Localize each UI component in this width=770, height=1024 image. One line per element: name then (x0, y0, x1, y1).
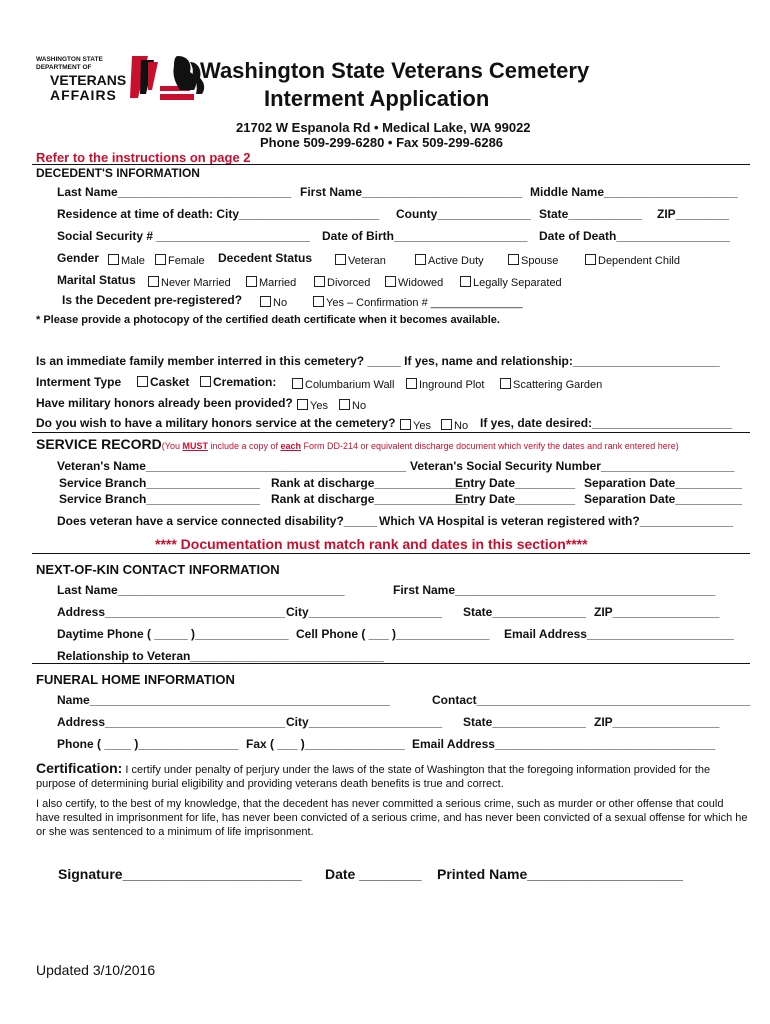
funeral-home-city-field[interactable]: City____________________ (286, 715, 443, 729)
svg-text:WASHINGTON STATE: WASHINGTON STATE (36, 56, 103, 63)
printed-name-field[interactable]: Printed Name____________________ (437, 866, 683, 882)
updated-date: Updated 3/10/2016 (36, 962, 156, 978)
veteran-checkbox[interactable]: Veteran (335, 251, 386, 269)
interment-type-label: Interment Type (36, 375, 122, 389)
inground-plot-checkbox[interactable]: Inground Plot (406, 375, 484, 393)
ssn-field[interactable]: Social Security # _______________________ (57, 229, 310, 243)
honors-service-no-checkbox[interactable]: No (441, 416, 468, 434)
va-hospital-field[interactable]: Which VA Hospital is veteran registered with?______________ (379, 514, 734, 528)
nok-email-field[interactable]: Email Address______________________ (504, 627, 734, 641)
date-of-death-field[interactable]: Date of Death_________________ (539, 229, 730, 243)
svg-text:VETERANS: VETERANS (50, 72, 127, 88)
married-checkbox[interactable]: Married (246, 273, 296, 291)
certification-text-1: I certify under penalty of perjury under the laws of the state of Washington that the foregoing information provided for the purpose of determining burial eligibility and providing veterans death benefits is true and correct. (36, 764, 711, 790)
divider (32, 164, 750, 165)
nok-relationship-field[interactable]: Relationship to Veteran_____________________________ (57, 649, 384, 663)
residence-state-field[interactable]: State___________ (539, 207, 642, 221)
never-married-checkbox[interactable]: Never Married (148, 273, 231, 291)
service-record-note: (You MUST include a copy of each Form DD-214 or equivalent discharge document which verify the dates and rank entered here) (161, 441, 679, 451)
service-branch-field-2[interactable]: Service Branch_________________ (59, 492, 260, 506)
death-certificate-note: * Please provide a photocopy of the certified death certificate when it becomes available. (36, 314, 500, 326)
funeral-home-email-field[interactable]: Email Address_________________________________ (412, 737, 716, 751)
entry-date-field-2[interactable]: Entry Date_________ (455, 492, 576, 506)
nok-first-name-field[interactable]: First Name_______________________________________ (393, 583, 716, 597)
funeral-home-zip-field[interactable]: ZIP________________ (594, 715, 720, 729)
veteran-ssn-field[interactable]: Veteran's Social Security Number____________________ (410, 459, 735, 473)
dependent-child-checkbox[interactable]: Dependent Child (585, 251, 680, 269)
signature-field[interactable]: Signature_______________________ (58, 866, 302, 882)
certification-label: Certification: (36, 760, 123, 776)
service-branch-field-1[interactable]: Service Branch_________________ (59, 476, 260, 490)
columbarium-wall-checkbox[interactable]: Columbarium Wall (292, 375, 394, 393)
female-checkbox[interactable]: Female (155, 251, 205, 269)
family-interred-field[interactable]: Is an immediate family member interred in this cemetery? _____ If yes, name and relationship:______________________ (36, 354, 720, 368)
cemetery-address: 21702 W Espanola Rd • Medical Lake, WA 99022 (236, 120, 531, 135)
svg-text:AFFAIRS: AFFAIRS (50, 87, 117, 103)
service-record-heading: SERVICE RECORD (36, 436, 162, 452)
honors-service-label: Do you wish to have a military honors service at the cemetery? (36, 416, 396, 430)
funeral-home-heading: FUNERAL HOME INFORMATION (36, 672, 235, 687)
nok-heading: NEXT-OF-KIN CONTACT INFORMATION (36, 562, 280, 577)
honors-provided-label: Have military honors already been provided? (36, 396, 293, 410)
decedent-middle-name-field[interactable]: Middle Name____________________ (530, 185, 738, 199)
scattering-garden-checkbox[interactable]: Scattering Garden (500, 375, 602, 393)
entry-date-field-1[interactable]: Entry Date_________ (455, 476, 576, 490)
wdva-logo (30, 50, 210, 110)
documentation-notice: **** Documentation must match rank and dates in this section**** (155, 536, 588, 552)
certification-paragraph-2: I also certify, to the best of my knowledge, that the decedent has never committed a serious crime, such as murder or other offense that could have resulted in imprisonment for life, has never been convicted of a serious crime, and has never been convicted of a sexual offense for which he or she was sentenced to a minimum of life imprisonment. (36, 798, 748, 838)
honors-provided-yes-checkbox[interactable]: Yes (297, 396, 328, 414)
instructions-note: Refer to the instructions on page 2 (36, 150, 251, 165)
separation-date-field-2[interactable]: Separation Date__________ (584, 492, 743, 506)
date-of-birth-field[interactable]: Date of Birth____________________ (322, 229, 528, 243)
funeral-home-phone-field[interactable]: Phone ( ____ )_______________ (57, 737, 239, 751)
decedent-first-name-field[interactable]: First Name________________________ (300, 185, 523, 199)
certification-paragraph-1 (36, 761, 748, 791)
nok-city-field[interactable]: City____________________ (286, 605, 443, 619)
spouse-checkbox[interactable]: Spouse (508, 251, 558, 269)
svg-text:DEPARTMENT OF: DEPARTMENT OF (36, 64, 92, 71)
honors-provided-no-checkbox[interactable]: No (339, 396, 366, 414)
nok-address-field[interactable]: Address___________________________ (57, 605, 286, 619)
agency-logo-icon (30, 50, 210, 110)
nok-cell-phone-field[interactable]: Cell Phone ( ___ )______________ (296, 627, 490, 641)
decedent-heading: DECEDENT'S INFORMATION (36, 166, 200, 180)
nok-zip-field[interactable]: ZIP________________ (594, 605, 720, 619)
casket-checkbox[interactable]: Casket (137, 375, 189, 389)
nok-daytime-phone-field[interactable]: Daytime Phone ( _____ )______________ (57, 627, 289, 641)
legally-separated-checkbox[interactable]: Legally Separated (460, 273, 562, 291)
residence-zip-field[interactable]: ZIP________ (657, 207, 730, 221)
divider (32, 663, 750, 664)
residence-county-field[interactable]: County______________ (396, 207, 531, 221)
honors-service-yes-checkbox[interactable]: Yes (400, 416, 431, 434)
preregistered-no-checkbox[interactable]: No (260, 293, 287, 311)
nok-state-field[interactable]: State______________ (463, 605, 586, 619)
active-duty-checkbox[interactable]: Active Duty (415, 251, 484, 269)
male-checkbox[interactable]: Male (108, 251, 145, 269)
preregistered-yes-checkbox[interactable]: Yes – Confirmation # _______________ (313, 293, 523, 311)
decedent-status-label: Decedent Status (218, 251, 313, 265)
divider (32, 553, 750, 554)
nok-last-name-field[interactable]: Last Name__________________________________ (57, 583, 345, 597)
funeral-home-fax-field[interactable]: Fax ( ___ )_______________ (246, 737, 405, 751)
marital-status-label: Marital Status (57, 273, 136, 287)
rank-at-discharge-field-1[interactable]: Rank at discharge______________ (271, 476, 468, 490)
gender-label: Gender (57, 251, 100, 265)
cremation-checkbox[interactable]: Cremation: (200, 375, 276, 389)
funeral-home-address-field[interactable]: Address___________________________ (57, 715, 286, 729)
form-subtitle: Interment Application (264, 86, 490, 111)
signature-date-field[interactable]: Date ________ (325, 866, 422, 882)
funeral-home-name-field[interactable]: Name_____________________________________________ (57, 693, 391, 707)
veteran-name-field[interactable]: Veteran's Name_______________________________________ (57, 459, 407, 473)
separation-date-field-1[interactable]: Separation Date__________ (584, 476, 743, 490)
funeral-home-state-field[interactable]: State______________ (463, 715, 586, 729)
rank-at-discharge-field-2[interactable]: Rank at discharge______________ (271, 492, 468, 506)
funeral-home-contact-field[interactable]: Contact_________________________________________ (432, 693, 751, 707)
honors-date-field[interactable]: If yes, date desired:_____________________ (480, 416, 733, 430)
preregistered-label: Is the Decedent pre-registered? (62, 293, 243, 307)
residence-city-field[interactable]: Residence at time of death: City_____________________ (57, 207, 380, 221)
form-title: Washington State Veterans Cemetery (200, 58, 590, 83)
divorced-checkbox[interactable]: Divorced (314, 273, 370, 291)
widowed-checkbox[interactable]: Widowed (385, 273, 443, 291)
divider (32, 432, 750, 433)
decedent-last-name-field[interactable]: Last Name__________________________ (57, 185, 292, 199)
disability-field[interactable]: Does veteran have a service connected disability?_____ (57, 514, 378, 528)
cemetery-phone-fax: Phone 509-299-6280 • Fax 509-299-6286 (260, 135, 504, 150)
service-record-heading-row (36, 436, 679, 454)
